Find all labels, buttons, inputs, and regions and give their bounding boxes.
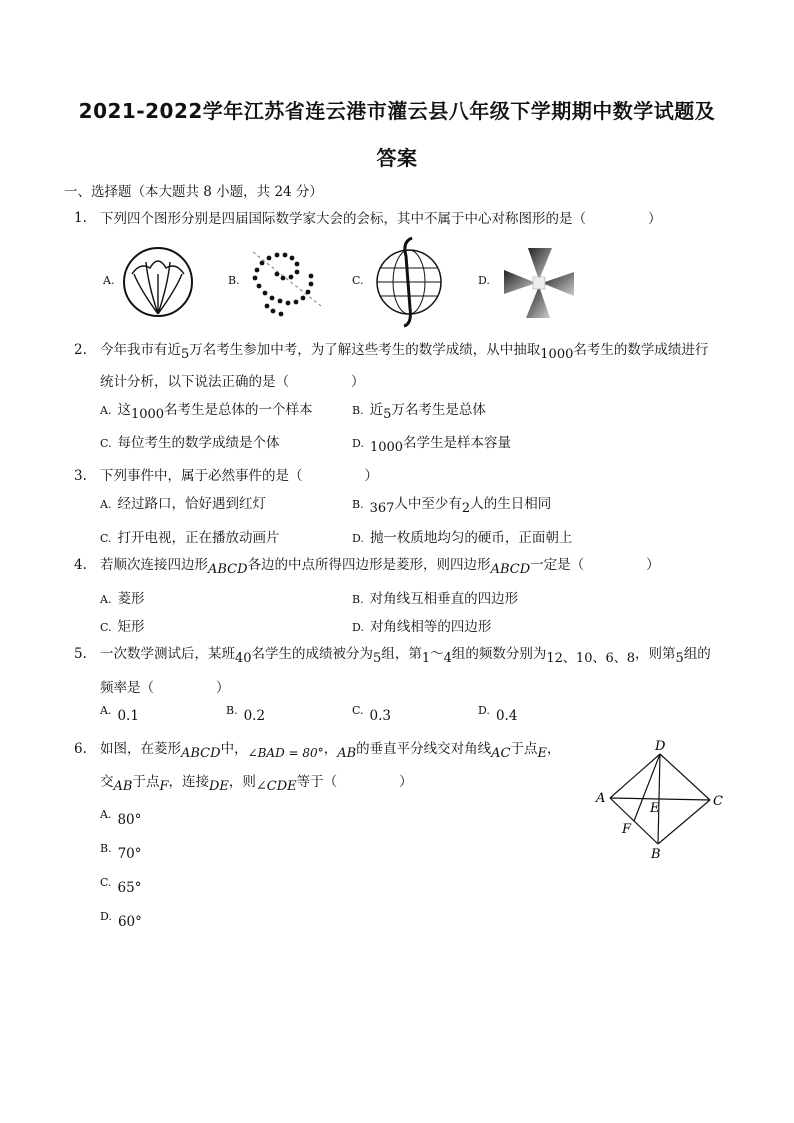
question-2-line2: 统计分析，以下说法正确的是（ ） [100, 374, 365, 390]
question-number: 3. [74, 468, 87, 484]
question-4-text: 若顺次连接四边形ABCD各边的中点所得四边形是菱形，则四边形ABCD一定是（ ） [100, 557, 660, 577]
option-a: A. 经过路口，恰好遇到红灯 [100, 496, 266, 512]
label-a: A [596, 791, 606, 806]
question-number: 5. [74, 646, 87, 662]
section-header: 一、选择题（本大题共 8 小题，共 24 分） [64, 184, 323, 200]
question-1-text: 下列四个图形分别是四届国际数学家大会的会标，其中不属于中心对称图形的是（ ） [100, 211, 662, 227]
edge-cb [658, 800, 710, 844]
label-b: B [651, 847, 661, 862]
question-3-text: 下列事件中，属于必然事件的是（ ） [100, 468, 378, 484]
option-d: D. 0.4 [478, 704, 518, 724]
option-b: B. 对角线互相垂直的四边形 [352, 591, 519, 607]
page-title-line2: 答案 [376, 146, 418, 170]
logo-figure-a [120, 244, 196, 320]
edge-ad [610, 754, 660, 798]
question-5-line1: 一次数学测试后，某班40名学生的成绩被分为5组，第1～4组的频数分别为12、10、6、8，则第5组的 [100, 646, 711, 666]
question-number: 1. [74, 210, 87, 226]
option-b: B. 近5万名考生是总体 [352, 402, 486, 422]
question-number: 6. [74, 741, 87, 757]
option-b: B. 0.2 [226, 704, 266, 724]
option-a: A. 0.1 [100, 704, 139, 724]
logo-figure-c [372, 236, 446, 328]
edge-dc [660, 754, 710, 800]
question-6-line1: 如图，在菱形ABCD中，∠BAD = 80°，AB的垂直平分线交对角线AC于点E， [100, 741, 561, 761]
question-number: 2. [74, 342, 87, 358]
question-2-line1: 今年我市有近5万名考生参加中考，为了解这些考生的数学成绩，从中抽取1000名考生的数学成绩进行 [100, 342, 709, 362]
label-d: D [655, 739, 666, 754]
logo-figure-d [500, 244, 578, 322]
option-d: D. 抛一枚质地均匀的硬币，正面朝上 [352, 530, 573, 546]
option-c: C. 65° [100, 876, 142, 896]
page-title: 2021-2022学年江苏省连云港市灌云县八年级下学期期中数学试题及 [78, 99, 716, 123]
option-c: C. 0.3 [352, 704, 392, 724]
logo-figure-b [245, 244, 327, 320]
label-c: C [713, 794, 723, 809]
rhombus-figure [590, 736, 730, 862]
option-label: D. [478, 274, 490, 287]
label-e: E [650, 801, 660, 816]
question-6-line2: 交AB于点F，连接DE，则∠CDE等于（ ） [100, 774, 413, 794]
option-b: B. 70° [100, 842, 142, 862]
option-label: A. [103, 274, 115, 287]
label-f: F [622, 822, 632, 837]
option-label: B. [228, 274, 240, 287]
option-label: C. [352, 274, 364, 287]
option-d: D. 60° [100, 910, 142, 930]
option-a: A. 菱形 [100, 591, 145, 607]
option-d: D. 1000名学生是样本容量 [352, 435, 512, 455]
option-c: C. 矩形 [100, 619, 145, 635]
question-5-line2: 频率是（ ） [100, 680, 230, 696]
option-a: A. 80° [100, 808, 142, 828]
option-c: C. 打开电视，正在播放动画片 [100, 530, 280, 546]
option-b: B. 367人中至少有2人的生日相同 [352, 496, 552, 516]
option-c: C. 每位考生的数学成绩是个体 [100, 435, 280, 451]
question-number: 4. [74, 557, 87, 573]
option-d: D. 对角线相等的四边形 [352, 619, 492, 635]
option-a: A. 这1000名考生是总体的一个样本 [100, 402, 313, 422]
diagonal-ac [610, 798, 710, 800]
